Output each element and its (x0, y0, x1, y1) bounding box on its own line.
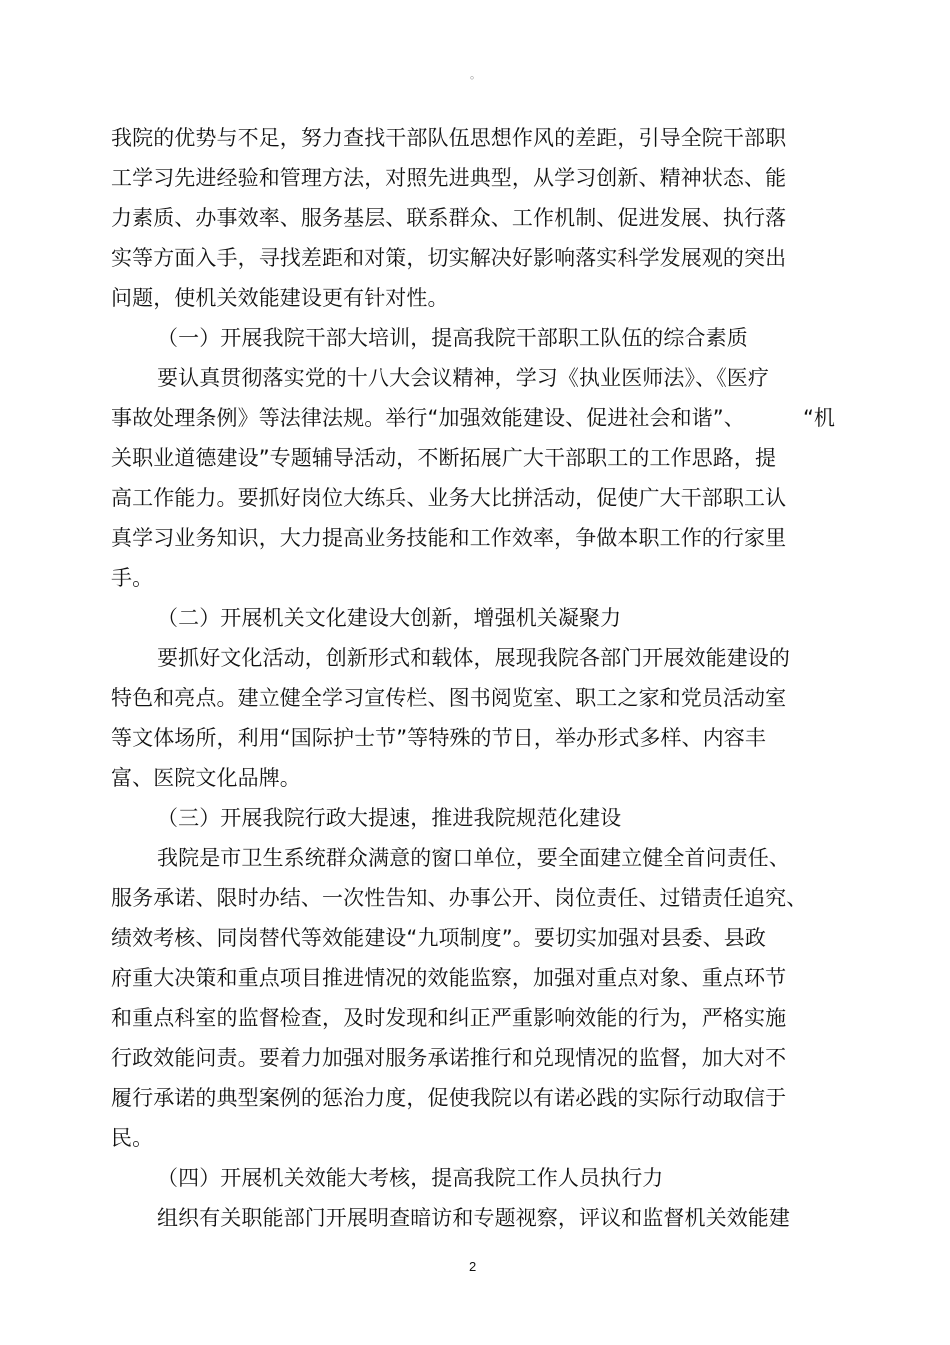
text-line: 实等方面入手，寻找差距和对策，切实解决好影响落实科学发展观的突出 (111, 246, 787, 270)
text-line: 真学习业务知识，大力提高业务技能和工作效率，争做本职工作的行家里 (111, 526, 787, 550)
text-line: 手。 (111, 566, 154, 590)
page-number: 2 (469, 1259, 477, 1274)
text-line: 事故处理条例》等法律法规。举行“加强效能建设、促进社会和谐”、 (111, 406, 745, 430)
section-heading: （二）开展机关文化建设大创新，增强机关凝聚力 (157, 606, 622, 630)
header-mark: 。 (470, 68, 481, 81)
text-line: 力素质、办事效率、服务基层、联系群众、工作机制、促进发展、执行落 (111, 206, 787, 230)
section-heading: （一）开展我院干部大培训，提高我院干部职工队伍的综合素质 (157, 326, 748, 350)
text-line: 问题，使机关效能建设更有针对性。 (111, 286, 449, 310)
text-line: 组织有关职能部门开展明查暗访和专题视察，评议和监督机关效能建 (157, 1206, 790, 1230)
text-line: 绩效考核、同岗替代等效能建设“九项制度”。要切实加强对县委、县政 (111, 926, 766, 950)
text-line: 行政效能问责。要着力加强对服务承诺推行和兑现情况的监督，加大对不 (111, 1046, 787, 1070)
text-line: 关职业道德建设”专题辅导活动，不断拓展广大干部职工的工作思路，提 (111, 446, 777, 470)
text-line: 和重点科室的监督检查，及时发现和纠正严重影响效能的行为，严格实施 (111, 1006, 787, 1030)
text-line: 高工作能力。要抓好岗位大练兵、业务大比拼活动，促使广大干部职工认 (111, 486, 787, 510)
text-line-overflow: “机 (803, 406, 835, 430)
text-line: 民。 (111, 1126, 154, 1150)
text-line: 要认真贯彻落实党的十八大会议精神，学习《执业医师法》、《医疗 (157, 366, 769, 390)
text-line: 富、医院文化品牌。 (111, 766, 301, 790)
text-line: 我院是市卫生系统群众满意的窗口单位，要全面建立健全首问责任、 (157, 846, 790, 870)
text-line: 等文体场所，利用“国际护士节”等特殊的节日，举办形式多样、内容丰 (111, 726, 766, 750)
text-line: 特色和亮点。建立健全学习宣传栏、图书阅览室、职工之家和党员活动室 (111, 686, 787, 710)
text-line: 工学习先进经验和管理方法，对照先进典型，从学习创新、精神状态、能 (111, 166, 787, 190)
text-line: 府重大决策和重点项目推进情况的效能监察，加强对重点对象、重点环节 (111, 966, 787, 990)
text-line: 要抓好文化活动，创新形式和载体，展现我院各部门开展效能建设的 (157, 646, 790, 670)
section-heading: （四）开展机关效能大考核，提高我院工作人员执行力 (157, 1166, 664, 1190)
text-line: 服务承诺、限时办结、一次性告知、办事公开、岗位责任、过错责任追究、 (111, 886, 808, 910)
text-line: 我院的优势与不足，努力查找干部队伍思想作风的差距，引导全院干部职 (111, 126, 787, 150)
text-line: 履行承诺的典型案例的惩治力度，促使我院以有诺必践的实际行动取信于 (111, 1086, 787, 1110)
section-heading: （三）开展我院行政大提速，推进我院规范化建设 (157, 806, 622, 830)
